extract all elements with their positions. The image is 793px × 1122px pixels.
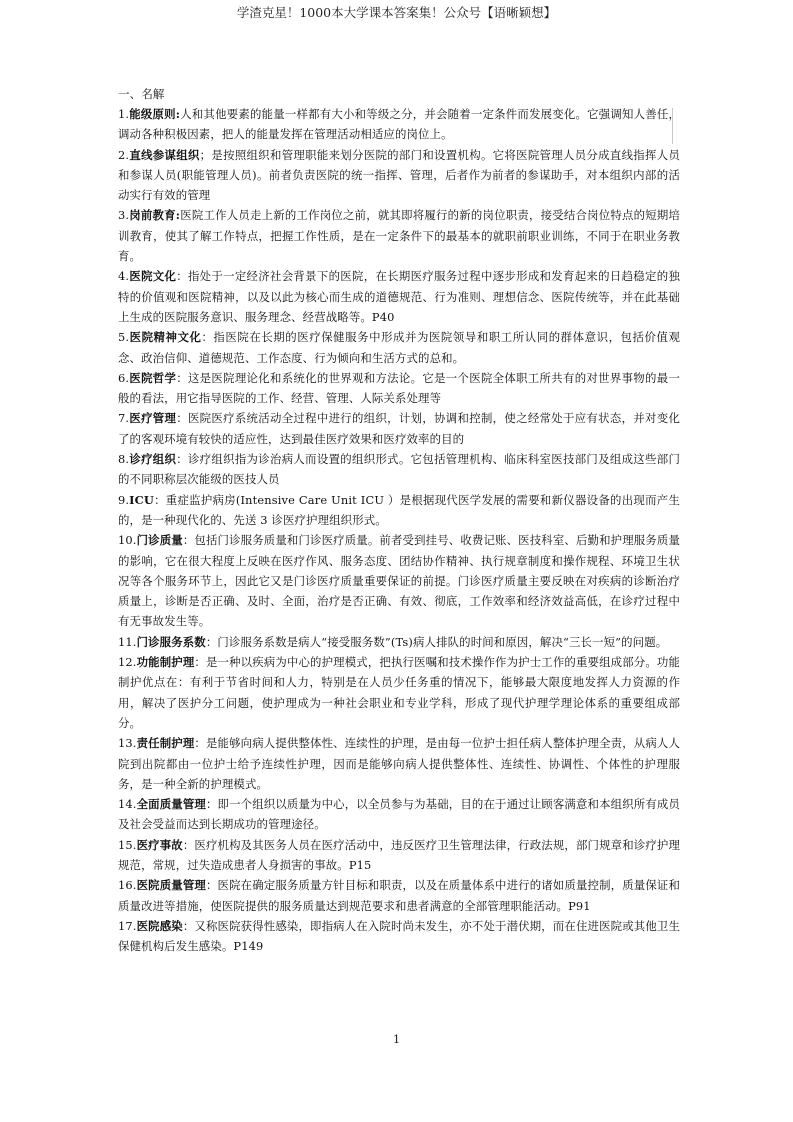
entry-definition: ：重症监护病房(Intensive Care Unit ICU ）是根据现代医学发展的需要和新仪器设备的出现而产生的，是一种现代化的、先送 3 诊医疗护理组织形式。 <box>118 492 680 527</box>
entry-term: 门诊质量 <box>136 533 183 548</box>
entry-number: 13. <box>118 736 137 751</box>
definition-entry <box>118 530 680 631</box>
entry-definition: ：是一种以疾病为中心的护理模式，把执行医嘱和技术操作作为护士工作的重要组成部分。功能制护优点在：有利于节省时间和人力，特别是在人员少任务重的情况下，能够最大限度地发挥人力资源的作用，解决了医护分工问题，使护理成为一种社会职业和专业学科，形成了现代护理学理论体系的重要组成部分。 <box>118 655 680 730</box>
entry-number: 2. <box>118 147 130 162</box>
entry-term: 医疗管理 <box>129 411 177 426</box>
entry-term: 岗前教育: <box>129 208 181 223</box>
definition-list <box>118 104 680 956</box>
page-number: 1 <box>392 1032 401 1046</box>
entry-term: 诊疗组织 <box>129 452 177 467</box>
definition-entry <box>118 145 680 206</box>
entry-term: 门诊服务系数 <box>136 634 206 649</box>
entry-number: 16. <box>118 878 137 893</box>
entry-term: 医院质量管理 <box>136 878 206 893</box>
entry-number: 5. <box>118 330 130 345</box>
definition-entry <box>118 733 680 794</box>
entry-number: 1. <box>118 107 130 121</box>
entry-definition: ：又称医院获得性感染，即指病人在入院时尚未发生，亦不处于潜伏期，而在住进医院或其他卫生保健机构后发生感染。P149 <box>118 918 681 954</box>
entry-number: 12. <box>118 655 137 670</box>
entry-term: 医院文化 <box>129 269 177 284</box>
definition-entry <box>118 449 680 490</box>
entry-number: 14. <box>118 797 137 812</box>
definition-entry <box>118 652 680 733</box>
definition-entry <box>118 408 680 449</box>
definition-entry <box>118 205 680 266</box>
entry-number: 8. <box>118 452 130 467</box>
entry-definition: ：医院在确定服务质量方针目标和职责，以及在质量体系中进行的诸如质量控制，质量保证和质量改进等措施，使医院提供的服务质量达到规范要求和患者满意的全部管理职能活动。P91 <box>118 878 681 913</box>
section-heading: 一、名解 <box>118 87 165 101</box>
entry-number: 10. <box>118 533 137 548</box>
entry-term: 功能制护理 <box>136 655 195 670</box>
entry-definition: ；是按照组织和管理职能来划分医院的部门和设置机构。它将医院管理人员分成直线指挥人员和参谋人员(职能管理人员)。前者负责医院的统一指挥、管理，后者作为前者的参谋助手，对本组织内部的活动实行有效的管理 <box>118 147 680 203</box>
entry-term: 医院哲学 <box>129 370 177 385</box>
entry-term: 医院感染 <box>136 918 183 933</box>
entry-number: 4. <box>118 269 130 284</box>
definition-entry <box>118 327 680 368</box>
entry-definition: ：诊疗组织指为诊治病人而设置的组织形式。它包括管理机构、临床科室医技部门及组成这些部门的不同职称层次能级的医技人员 <box>118 452 680 487</box>
entry-definition: ：医院医疗系统活动全过程中进行的组织，计划，协调和控制，使之经常处于应有状态，并对变化了的客观环境有较快的适应性，达到最佳医疗效果和医疗效率的目的 <box>118 411 680 446</box>
entry-number: 11. <box>118 634 137 649</box>
entry-number: 6. <box>118 370 130 385</box>
definition-entry <box>118 632 680 652</box>
entry-definition: ：指医院在长期的医疗保健服务中形成并为医院领导和职工所认同的群体意识，包括价值观念、政治信仰、道德规范、工作态度、行为倾向和生活方式的总和。 <box>118 330 680 365</box>
entry-number: 15. <box>118 837 137 852</box>
entry-definition: ：包括门诊服务质量和门诊医疗质量。前者受到挂号、收费记账、医技科室、后勤和护理服务质量的影响，它在很大程度上反映在医疗作风、服务态度、团结协作精神、执行规章制度和操作规程、环境卫生状况等各个服务环节上，因此它又是门诊医疗质量重要保证的前提。门诊医疗质量主要反映在对疾病的诊断治疗质量上，诊断是否正确、及时、全面，治疗是否正确、有效、彻底，工作效率和经济效益高低，在诊疗过程中有无事故发生等。 <box>118 533 681 629</box>
definition-entry <box>118 490 680 531</box>
definition-entry <box>118 104 680 145</box>
definition-entry <box>118 916 680 957</box>
definition-entry <box>118 368 680 409</box>
entry-term: 直线参谋组织 <box>129 147 200 162</box>
entry-term: 责任制护理 <box>136 736 195 751</box>
entry-definition: ：门诊服务系数是病人“接受服务数”(Ts)病人排队的时间和原因，解决“三长一短”的问题。 <box>205 634 668 649</box>
definition-entry <box>118 266 680 327</box>
entry-definition: ：这是医院理论化和系统化的世界观和方法论。它是一个医院全体职工所共有的对世界事物的最一般的看法，用它指导医院的工作、经营、管理、人际关系处理等 <box>118 370 680 406</box>
entry-definition: 人和其他要素的能量一样都有大小和等级之分，并会随着一定条件而发展变化。它强调知人善任，调动各种积极因素，把人的能量发挥在管理活动相适应的岗位上。 <box>118 107 680 142</box>
entry-number: 3. <box>118 208 130 223</box>
entry-term: 医疗事故 <box>136 837 183 852</box>
definition-entry <box>118 875 680 916</box>
entry-term: 全面质量管理 <box>136 797 206 812</box>
entry-definition: 医院工作人员走上新的工作岗位之前，就其即将履行的新的岗位职责，接受结合岗位特点的短期培训教育，使其了解工作特点，把握工作性质，是在一定条件下的最基本的就职前职业训练，不同于在职业务教育。 <box>118 208 680 264</box>
entry-definition: ：是能够向病人提供整体性、连续性的护理，是由每一位护士担任病人整体护理全责，从病人人院到出院都由一位护士给予连续性护理，因而是能够向病人提供整体性、连续性、协调性、个体性的护理服务，是一种全新的护理模式。 <box>118 736 680 791</box>
entry-term: ICU <box>129 492 154 507</box>
entry-term: 医院精神文化 <box>129 330 202 345</box>
document-body <box>118 84 680 956</box>
entry-number: 9. <box>118 492 130 507</box>
page-header: 学渣克星！1000本大学课本答案集！公众号【语晰颖想】 <box>236 5 557 20</box>
entry-definition: ：即一个组织以质量为中心，以全员参与为基础，目的在于通过让顾客满意和本组织所有成员及社会受益而达到长期成功的管理途径。 <box>118 797 681 832</box>
entry-definition: ：指处于一定经济社会背景下的医院，在长期医疗服务过程中逐步形成和发育起来的日趋稳定的独特的价值观和医院精神，以及以此为核心而生成的道德规范、行为准则、理想信念、医院传统等，并在此基础上生成的医院服务意识、服务理念、经营战略等。P40 <box>118 269 680 324</box>
entry-term: 能级原则: <box>129 107 181 121</box>
definition-entry <box>118 794 680 835</box>
entry-number: 7. <box>118 411 130 426</box>
entry-definition: ：医疗机构及其医务人员在医疗活动中，违反医疗卫生管理法律，行政法规，部门规章和诊疗护理规范，常规，过失造成患者人身损害的事故。P15 <box>118 837 681 872</box>
definition-entry <box>118 835 680 876</box>
entry-number: 17. <box>118 918 137 933</box>
